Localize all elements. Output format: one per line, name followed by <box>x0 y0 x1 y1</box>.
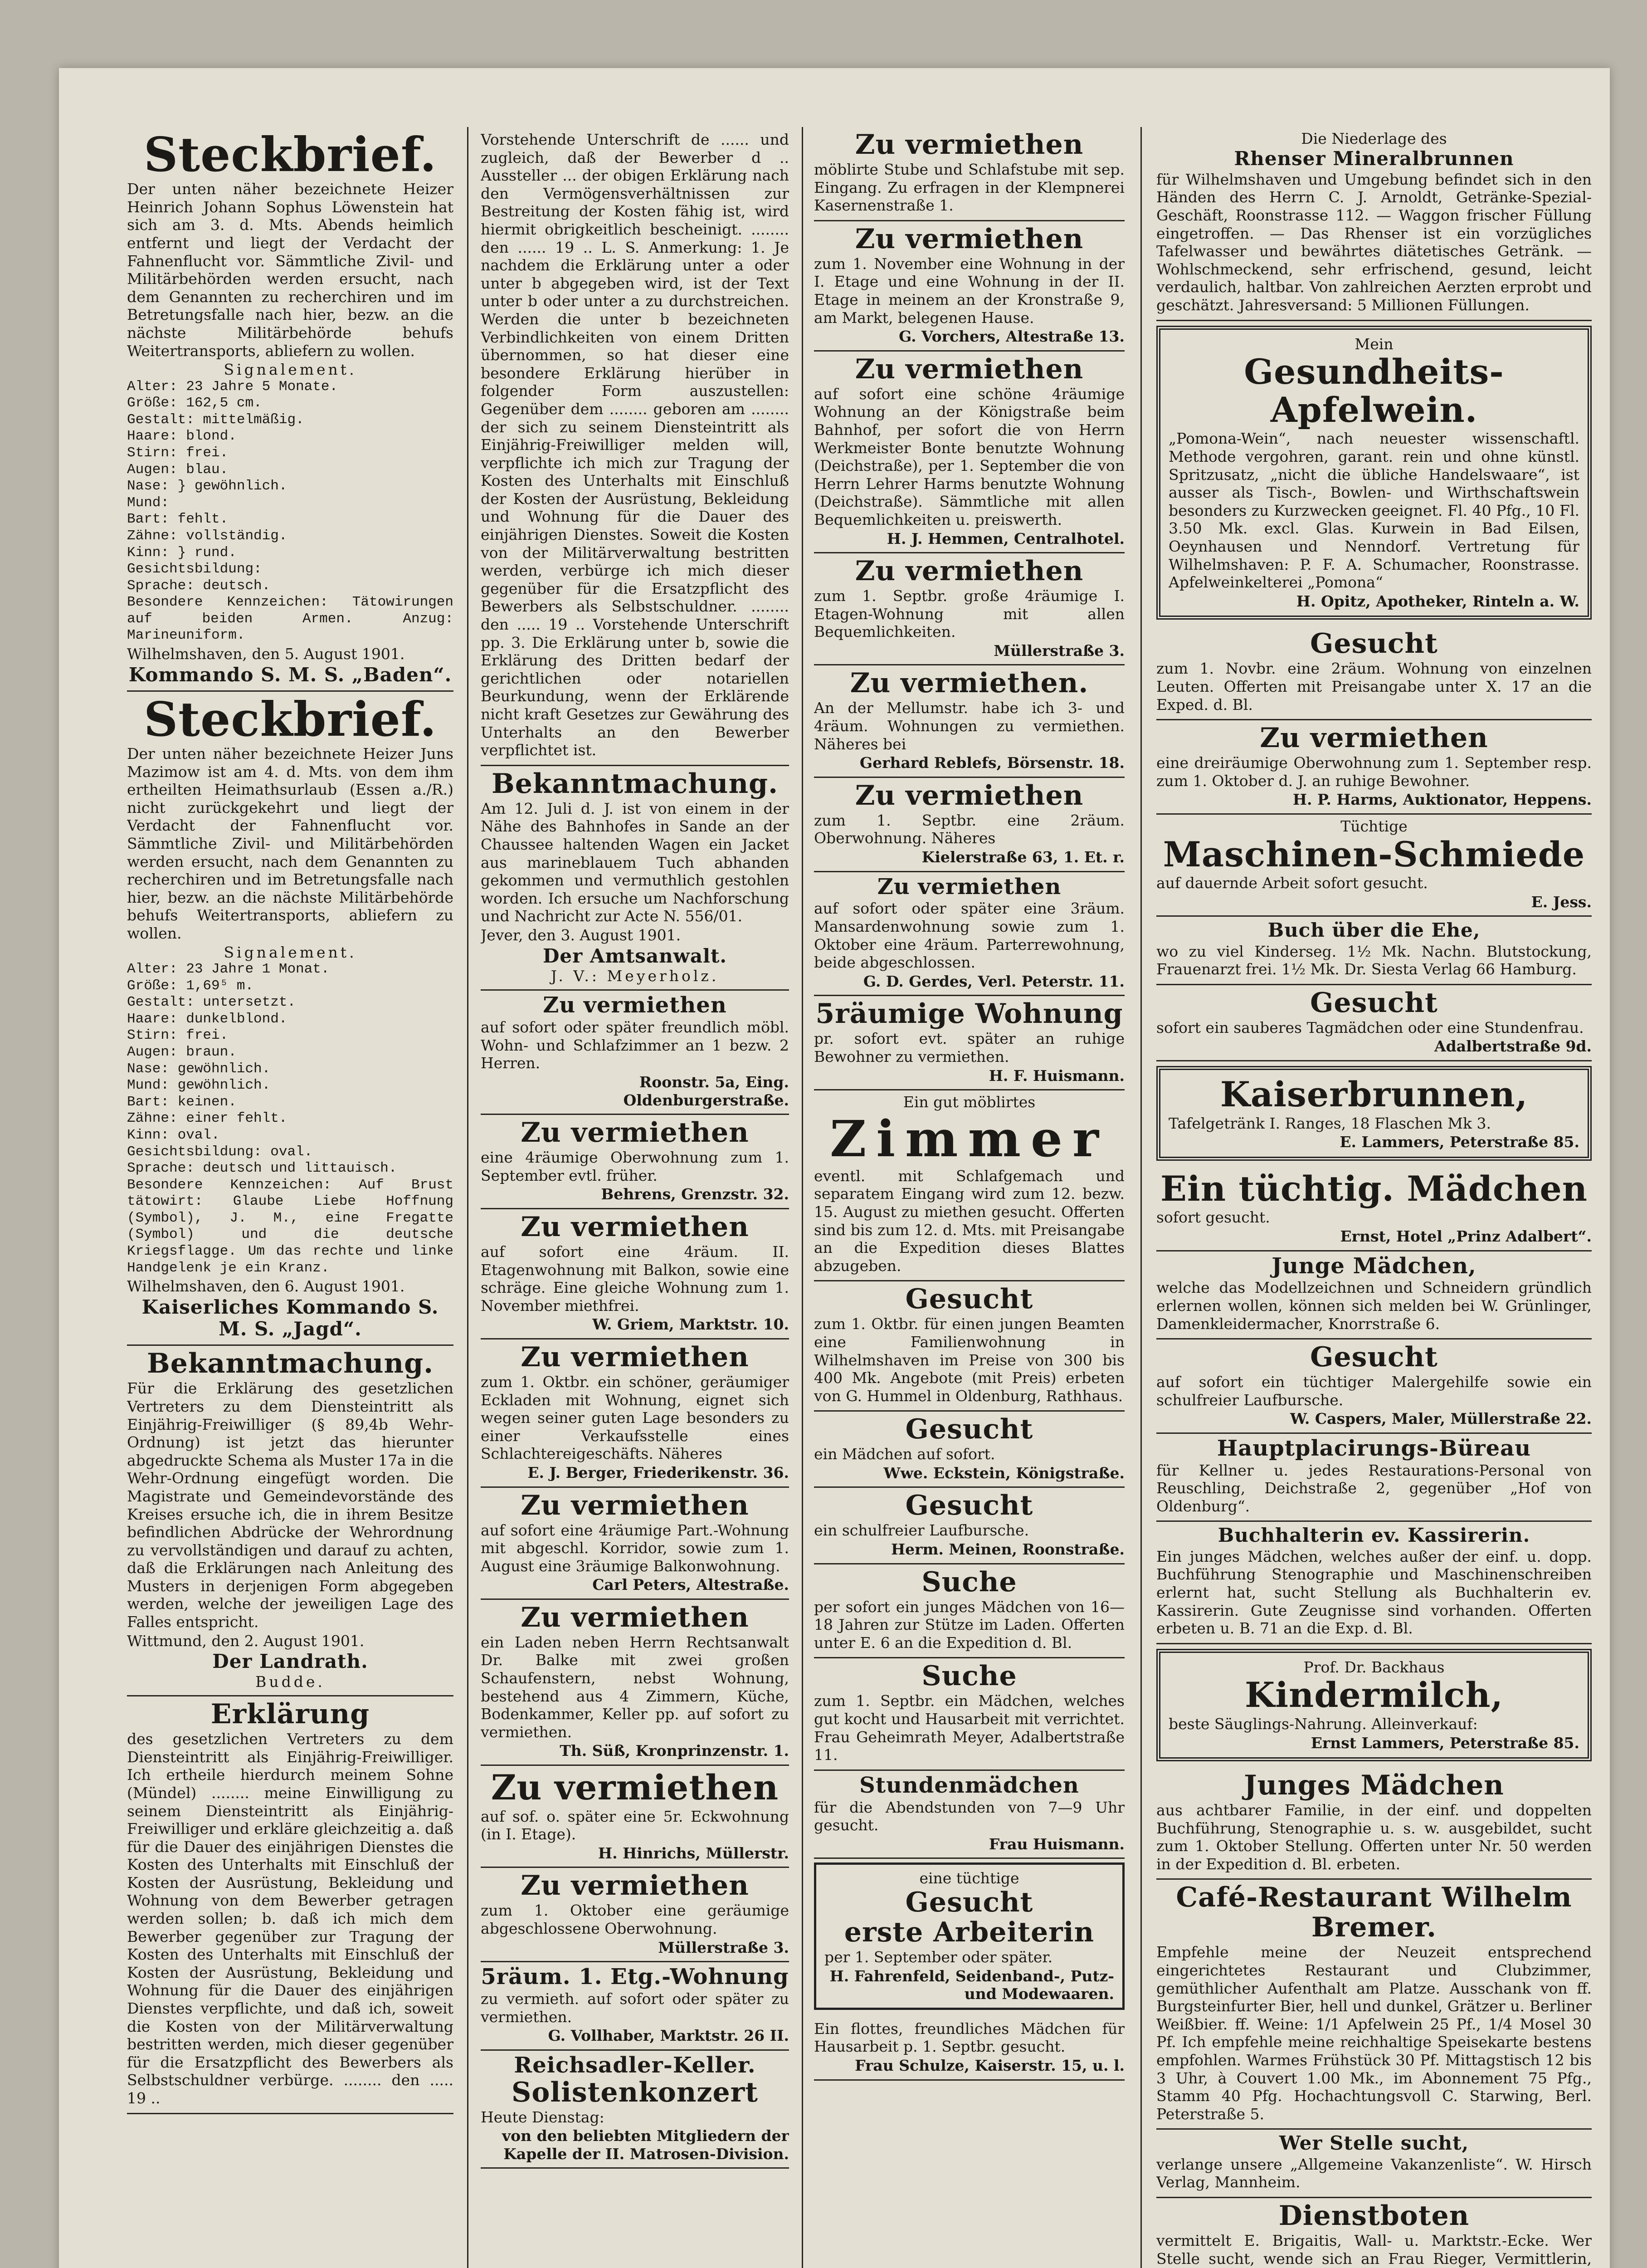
ad-title: 5räumige Wohnung <box>815 998 1123 1030</box>
ad-contact: Ernst, Hotel „Prinz Adalbert“. <box>1340 1227 1592 1245</box>
notice <box>127 1346 453 1696</box>
classified-ad <box>1156 1768 1592 1880</box>
signalement-line: Besondere Kennzeichen: Auf Brust tätowirt: Glaube Liebe Hoffnung (Symbol), J. M., eine Fregatte (Symbol) und die deutsche Kriegsflagge. Um das rechte und linke Handgelenk je ein Kranz. <box>127 1177 453 1276</box>
ad-body: per 1. September oder später. <box>824 1948 1053 1966</box>
ad-body: ein Laden neben Herrn Rechtsanwalt Dr. Balke mit zwei großen Schaufenstern, nebst Wohnung, bestehend aus 4 Zimmern, Küche, Bodenkammer, Keller pp. auf sofort zu vermiethen. <box>481 1633 789 1741</box>
column-1 <box>127 127 453 2268</box>
ad-lead: Ein gut möblirtes <box>903 1093 1036 1111</box>
ad-body: aus achtbarer Familie, in der einf. und doppelten Buchführung, Stenographie u. s. w. ausgebildet, sucht zum 1. Oktober Stellung. Offerten unter Nr. 50 werden in der Expedition d. Bl. erbeten. <box>1156 1801 1592 1873</box>
column-3 <box>814 127 1125 2268</box>
ad-title: Wer Stelle sucht, <box>1279 2132 1469 2155</box>
ad-title: Kindermilch, <box>1245 1675 1503 1716</box>
ad-body: möblirte Stube und Schlafstube mit sep. Eingang. Zu erfragen in der Klempnerei Kasernenstraße 1. <box>814 161 1125 215</box>
classified-ad <box>481 1600 789 1766</box>
column-4 <box>1156 127 1592 2268</box>
ad-title: Zu vermiethen <box>521 1211 749 1243</box>
ad-contact: W. Griem, Marktstr. 10. <box>592 1315 789 1334</box>
classified-ad <box>814 1658 1125 1770</box>
classified-ad <box>1156 127 1592 321</box>
ad-contact: Frau Schulze, Kaiserstr. 15, u. l. <box>855 2056 1125 2074</box>
ad-body: sofort gesucht. <box>1156 1208 1270 1227</box>
ad-title: Gesucht <box>905 1413 1033 1446</box>
ad-body: zum 1. Oktober eine geräumige abgeschlossene Oberwohnung. <box>481 1901 789 1937</box>
ad-body: Am 12. Juli d. J. ist von einem in der Nähe des Bahnhofes in Sande an der Chaussee haltenden Wagen ein Jacket aus marineblauem Tuch abhanden gekommen und vermuthlich gestohlen worden. Ich ersuche um Nachforschung und Nachricht zur Acte N. 556/01. <box>481 799 789 925</box>
ad-contact: Müllerstraße 3. <box>658 1938 789 1956</box>
newspaper-page <box>59 68 1610 2268</box>
signalement-line: Alter: 23 Jahre 1 Monat. <box>127 961 330 978</box>
notice-signature: Kaiserliches Kommando S. M. S. „Jagd“. <box>141 1295 439 1340</box>
ad-title: Rhenser Mineralbrunnen <box>1234 147 1514 170</box>
ad-subtitle: Solistenkonzert <box>511 2076 758 2108</box>
ad-body: ein schulfreier Laufbursche. <box>814 1521 1029 1540</box>
signalement-line: Nase: } gewöhnlich. <box>127 478 287 494</box>
ad-contact: Ernst Lammers, Peterstraße 85. <box>1311 1734 1579 1752</box>
ad-title: Suche <box>921 1660 1017 1692</box>
ad-title: Reichsadler-Keller. <box>514 2052 756 2078</box>
ad-title: Suche <box>921 1566 1017 1598</box>
classified-ad <box>481 1115 789 1209</box>
ad-title: Bekanntmachung. <box>492 767 778 800</box>
ad-body: auf sofort ein tüchtiger Malergehilfe sowie ein schulfreier Laufbursche. <box>1156 1373 1592 1409</box>
ad-body: welche das Modellzeichnen und Schneidern gründlich erlernen wollen, können sich melden bei W. Grünlinger, Damenkleidermacher, Knorrstraße 6. <box>1156 1279 1592 1333</box>
classified-ad <box>1156 1434 1592 1522</box>
ad-body: des gesetzlichen Vertreters zu dem Diensteintritt als Einjährig-Freiwilliger. Ich ertheile hierdurch meinem Sohne (Mündel) ........ meine Einwilligung zu seinem Diensteintritt als Einjährig-Freiwilliger und erkläre gleichzeitig a. daß für die Dauer des einjährigen Dienstes die Kosten des Unterhalts mit Einschluß der Kosten der Ausrüstung, Bekleidung und Wohnung von dem Bewerber getragen werden sollen; b. daß ich mich dem Bewerber gegenüber zur Tragung der Kosten des Unterhalts mit Einschluß der Kosten der Ausrüstung, Bekleidung und Wohnung für die Dauer des einjährigen Dienstes verpflichte, und daß ich, soweit die Kosten von der Militärverwaltung bestritten werden, mich dieser gegenüber für die Ersatzpflicht des Bewerbers als Selbstschuldner verbürge. ........ den ..... 19 .. <box>127 1730 453 2107</box>
ad-lead: eine tüchtige <box>919 1869 1019 1887</box>
ad-body: eine 4räumige Oberwohnung zum 1. September evtl. früher. <box>481 1149 789 1184</box>
ad-body: eine dreiräumige Oberwohnung zum 1. September resp. zum 1. Oktober d. J. an ruhige Bewohner. <box>1156 754 1592 790</box>
ad-body: für Kellner u. jedes Restaurations-Personal von Reuschling, Deichstraße 2, gegenüber „Hof von Oldenburg“. <box>1156 1461 1592 1515</box>
ad-body: auf sof. o. später eine 5r. Eckwohnung (in I. Etage). <box>481 1807 789 1843</box>
signalement-line: Haare: blond. <box>127 428 237 445</box>
ad-title: Gesucht <box>905 1887 1033 1918</box>
notice-date: Wittmund, den 2. August 1901. <box>127 1632 365 1650</box>
ad-body: für Wilhelmshaven und Umgebung befindet sich in den Händen des Herrn C. J. Arnoldt, Getränke-Spezial-Geschäft, Roonstrasse 112. — Waggon frischer Füllung eingetroffen. — Das Rhenser ist ein vorzügliches Tafelwasser und bewährtes diätetisches Getränk. — Wohlschmeckend, sehr erfrischend, gesund, leicht verdaulich, haltbar. Von zahlreichen Aerzten erprobt und geschätzt. Jahresversand: 5 Millionen Füllungen. <box>1156 170 1592 314</box>
classified-ad <box>1156 1522 1592 1644</box>
ad-body: Tafelgetränk I. Ranges, 18 Flaschen Mk 3. <box>1169 1114 1491 1132</box>
ad-contact: E. Jess. <box>1531 893 1592 911</box>
ad-body: wo zu viel Kinderseg. 1½ Mk. Nachn. Blutstockung, Frauenarzt frei. 1½ Mk. Dr. Siesta Verlag 66 Hamburg. <box>1156 942 1592 978</box>
ad-title: Gesucht <box>1310 628 1438 660</box>
ad-contact: Gerhard Reblefs, Börsenstr. 18. <box>859 754 1125 772</box>
notice-signature-name: Budde. <box>255 1672 325 1691</box>
ad-body: vermittelt E. Brigaitis, Wall- u. Marktstr.-Ecke. Wer Stelle sucht, wende sich an Frau Rieger, Vermittlerin, <box>1156 2231 1592 2268</box>
classified-ad <box>481 2051 789 2169</box>
ad-title: Zu vermiethen. <box>850 667 1089 699</box>
classified-ad <box>814 553 1125 665</box>
classified-ad <box>1156 1880 1592 2130</box>
ad-subtitle: erste Arbeiterin <box>844 1916 1095 1948</box>
signalement-line: Sprache: deutsch und littauisch. <box>127 1160 397 1177</box>
ad-body: für die Abendstunden von 7—9 Uhr gesucht. <box>814 1798 1125 1834</box>
ad-title: Zu vermiethen <box>491 1767 779 1808</box>
classified-ad <box>1156 1167 1592 1251</box>
ad-contact: Roonstr. 5a, Eing. Oldenburgerstraße. <box>623 1073 789 1109</box>
ad-title: Hauptplacirungs-Büreau <box>1217 1435 1531 1461</box>
signalement-line: Besondere Kennzeichen: Tätowirungen auf beiden Armen. Anzug: Marineuniform. <box>127 594 453 644</box>
classified-ad <box>481 1766 789 1868</box>
ad-contact: Behrens, Grenzstr. 32. <box>601 1185 789 1203</box>
ad-body: verlange unsere „Allgemeine Vakanzenliste“. W. Hirsch Verlag, Mannheim. <box>1156 2155 1592 2191</box>
classified-ad <box>814 1090 1125 1281</box>
classified-ad <box>814 1412 1125 1488</box>
classified-ad <box>1156 1066 1592 1161</box>
ad-title: Kaiserbrunnen, <box>1220 1074 1528 1114</box>
column-divider <box>1140 127 1142 2268</box>
ad-contact: G. D. Gerdes, Verl. Peterstr. 11. <box>863 972 1125 990</box>
ad-title: Buch über die Ehe, <box>1267 919 1481 942</box>
notice-date: Jever, den 3. August 1901. <box>481 926 681 944</box>
ad-title: 5räum. 1. Etg.-Wohnung <box>481 1964 789 1990</box>
ad-contact: H. F. Huismann. <box>989 1066 1125 1085</box>
classified-ad <box>1156 1251 1592 1340</box>
ad-title: Zu vermiethen <box>521 1489 749 1521</box>
ad-contact: G. Vollhaber, Marktstr. 26 II. <box>548 2027 789 2045</box>
classified-ad <box>814 352 1125 553</box>
signalement-line: Zähne: einer fehlt. <box>127 1110 287 1127</box>
signalement-line: Größe: 1,69⁵ m. <box>127 978 254 994</box>
ad-title: Gesucht <box>1310 1341 1438 1374</box>
ad-body: zum 1. Septbr. große 4räumige I. Etagen-Wohnung mit allen Bequemlichkeiten. <box>814 587 1125 641</box>
ad-title: Gesucht <box>905 1283 1033 1315</box>
signalement-line: Augen: blau. <box>127 461 229 478</box>
ad-body: Für die Erklärung des gesetzlichen Vertreters zu dem Diensteintritt als Einjährig-Freiwilliger (§ 89,4b Wehr-Ordnung) ist jetzt das hierunter abgedruckte Schema als Muster 17a in die Wehr-Ordnung eingefügt worden. Die Magistrate und Gemeindevorstände des Kreises ersuche ich, die in ihrem Besitze befindlichen Abdrücke der Wehrordnung zu vervollständigen und darauf zu achten, daß die Erklärungen nach Anleitung des Musters in derjenigen Form abgegeben werden, welche der jeweiligen Lage des Falles entspricht. <box>127 1379 453 1631</box>
ad-lead: Mein <box>1355 335 1394 353</box>
ad-contact: Müllerstraße 3. <box>994 641 1125 660</box>
notice-signature: Der Landrath. <box>212 1650 368 1673</box>
classified-ad <box>814 1281 1125 1412</box>
classified-ad <box>481 1488 789 1600</box>
signalement-heading: Signalement. <box>224 361 357 379</box>
classified-ad <box>814 221 1125 352</box>
signalement-line: Bart: fehlt. <box>127 511 229 528</box>
signalement-line: Größe: 162,5 cm. <box>127 395 262 411</box>
ad-body: auf sofort oder später eine 3räum. Mansardenwohnung sowie zum 1. Oktober eine 4räum. Parterrewohnung, beide abgeschlossen. <box>814 899 1125 972</box>
ad-lead: Die Niederlage des <box>1301 130 1447 147</box>
ad-contact: von den beliebten Mitgliedern der Kapelle der II. Matrosen-Division. <box>502 2127 789 2163</box>
ad-body: auf dauernde Arbeit sofort gesucht. <box>1156 874 1428 892</box>
ad-title: Zu vermiethen <box>521 1870 749 1902</box>
signalement-line: Sprache: deutsch. <box>127 577 271 594</box>
ad-title: Café-Restaurant Wilhelm Bremer. <box>1176 1882 1572 1944</box>
ad-body: eventl. mit Schlafgemach und separatem Eingang wird zum 12. bezw. 15. August zu miethen gesucht. Offerten sind bis zum 12. d. Mts. mit Preisangabe an die Expedition dieses Blattes abzugeben. <box>814 1167 1125 1275</box>
ad-title: Steckbrief. <box>143 127 437 182</box>
ad-body: zum 1. Novbr. eine 2räum. Wohnung von einzelnen Leuten. Offerten mit Preisangabe unter X. 17 an die Exped. d. Bl. <box>1156 660 1592 714</box>
signalement-line: Stirn: frei. <box>127 445 229 461</box>
ad-title: Bekanntmachung. <box>147 1348 434 1380</box>
ad-title: Zu vermiethen <box>543 992 727 1018</box>
ad-body: Empfehle meine der Neuzeit entsprechend eingerichtetes Restaurant und Clubzimmer, gemüthlicher Aufenthalt am Platze. Ausschank von ff. Burgsteinfurter Bier, hell und dunkel, Grätzer u. Berliner Weißbier. ff. Weine: 1/1 Apfelwein 25 Pf., 1/4 Mosel 30 Pf. Ich empfehle meine reichhaltige Speisekarte bestens empfohlen. Warmes Frühstück 30 Pf. Mittagstisch 12 bis 3 Uhr, à Couvert 1.00 Mk., im Abonnement 75 Pfg., Stamm 40 Pfg. Hochachtungsvoll C. Starwing, Berl. Peterstraße 5. <box>1156 1943 1592 2123</box>
ad-body: zum 1. Septbr. eine 2räum. Oberwohnung. Näheres <box>814 811 1125 847</box>
signalement-line: Stirn: frei. <box>127 1027 229 1044</box>
signalement-line: Haare: dunkelblond. <box>127 1011 287 1027</box>
signalement-line: Mund: gewöhnlich. <box>127 1077 271 1094</box>
ad-contact: Herm. Meinen, Roonstraße. <box>891 1540 1125 1559</box>
ad-title: Junge Mädchen, <box>1272 1253 1476 1279</box>
classified-ad <box>481 1868 789 1962</box>
signalement-line: Kinn: oval. <box>127 1127 220 1143</box>
signalement-line: Nase: gewöhnlich. <box>127 1061 271 1077</box>
classified-ad <box>814 1771 1125 1859</box>
ad-title: Stundenmädchen <box>859 1772 1079 1798</box>
wanted-notice <box>127 692 453 1346</box>
classified-ad <box>481 991 789 1115</box>
signalement-line: Gestalt: untersetzt. <box>127 994 296 1011</box>
ad-body: auf sofort eine schöne 4räumige Wohnung an der Königstraße beim Bahnhof, per sofort die von Herrn Werkmeister Bonte benutzte Wohnung (Deichstraße), per 1. September die von Herrn Lehrer Harms benutzte Wohnung (Deichstraße). Sämmtliche mit allen Bequemlichkeiten u. preiswerth. <box>814 385 1125 528</box>
classified-ad <box>1156 626 1592 720</box>
notice-date: Wilhelmshaven, den 5. August 1901. <box>127 645 405 663</box>
ad-body: per sofort ein junges Mädchen von 16—18 Jahren zur Stütze im Laden. Offerten unter E. 6 an die Expedition d. Bl. <box>814 1598 1125 1652</box>
classified-ad <box>814 996 1125 1090</box>
ad-body: zum 1. Oktbr. ein schöner, geräumiger Eckladen mit Wohnung, eignet sich wegen seiner guten Lage besonders zu einer Verkaufsstelle eines Schlachtereigeschäfts. Näheres <box>481 1373 789 1463</box>
ad-body: zu vermieth. auf sofort oder später zu vermiethen. <box>481 1989 789 2026</box>
ad-contact: Kielerstraße 63, 1. Et. r. <box>921 848 1125 866</box>
ad-title: Zu vermiethen <box>521 1341 749 1373</box>
signalement-line: Mund: <box>127 494 170 511</box>
ad-contact: H. Fahrenfeld, Seidenband-, Putz- und Modewaaren. <box>829 1967 1114 2003</box>
notice-signature: Der Amtsanwalt. <box>542 944 727 967</box>
ad-title: Steckbrief. <box>143 691 437 747</box>
classified-ad <box>481 1962 789 2051</box>
classified-ad <box>481 1209 789 1339</box>
ad-body: pr. sofort evt. später an ruhige Bewohner zu vermiethen. <box>814 1030 1125 1066</box>
notice-signature: Kommando S. M. S. „Baden“. <box>128 663 452 686</box>
ad-body: „Pomona-Wein“, nach neuester wissenschaftl. Methode vergohren, garant. rein und ohne künstl. Spritzusatz, „nicht die übliche Handelswaare“, ist ausser als Tisch-, Bowlen- und Wirthschaftswein besonders zu Kurzwecken geeignet. Fl. 40 Pfg., 10 Fl. 3.50 Mk. excl. Glas. Kurwein in Bad Eilsen, Oeynhausen und Nenndorf. Vertretung für Wilhelmshaven: P. F. A. Schumacher, Roonstrasse. Apfelweinkelterei „Pomona“ <box>1169 430 1579 591</box>
ad-contact: E. Lammers, Peterstraße 85. <box>1340 1133 1579 1151</box>
ad-contact: G. Vorchers, Altestraße 13. <box>899 327 1125 346</box>
ad-body: auf sofort eine 4räumige Part.-Wohnung mit abgeschl. Korridor, sowie zum 1. August eine 3räumige Balkonwohnung. <box>481 1521 789 1575</box>
ad-title: Zu vermiethen <box>855 353 1084 385</box>
notice-signature-name: J. V.: Meyerholz. <box>551 967 719 985</box>
ad-title: Zu vermiethen <box>521 1601 749 1633</box>
classified-ad <box>814 872 1125 997</box>
ad-body: Vorstehende Unterschrift de ...... und zugleich, daß der Bewerber d .. Aussteller ... der obigen Erklärung nach den Vermögensverhältnissen zur Bestreitung der Kosten fähig ist, wird hiermit obrigkeitlich bescheinigt. ........ den ...... 19 .. L. S. Anmerkung: 1. Je nachdem die Erklärung unter a oder unter b abgegeben wird, ist der Text unter b oder unter a zu durchstreichen. Werden die unter b bezeichneten Verbindlichkeiten von einem Dritten übernommen, so hat dieser eine besondere Erklärung hierüber in folgender Form auszustellen: Gegenüber dem ........ geboren am ........ der sich zu seinem Diensteintritt als Einjährig-Freiwilliger melden will, verpflichte ich mich zur Tragung der Kosten des Unterhalts mit Einschluß der Kosten der Ausrüstung, Bekleidung und Wohnung für die Dauer des einjährigen Dienstes. Soweit die Kosten von der Militärverwaltung bestritten werden, verbürge ich mich dieser gegenüber für die Ersatzpflicht des Bewerbers als Selbstschuldner. ........ den ..... 19 .. Vorstehende Unterschrift pp. 3. Die Erklärung unter b, sowie die Erklärung des Dritten bedarf der gerichtlichen oder notariellen Beurkundung, wenn der Erklärende nicht kraft Gesetzes zur Gewährung des Unterhalts an den Bewerber verpflichtet ist. <box>481 131 789 759</box>
notice-date: Wilhelmshaven, den 6. August 1901. <box>127 1277 405 1295</box>
notice <box>127 1696 453 2114</box>
classified-ad <box>814 665 1125 777</box>
ad-body: zum 1. Oktbr. für einen jungen Beamten eine Familienwohnung in Wilhelmshaven im Preise von 300 bis 400 Mk. Angebote (mit Preis) erbeten von G. Hummel in Oldenburg, Rathhaus. <box>814 1315 1125 1405</box>
classified-ad <box>814 1488 1125 1564</box>
ad-title: Ein tüchtig. Mädchen <box>1160 1168 1588 1209</box>
ad-contact: H. Opitz, Apotheker, Rinteln a. W. <box>1296 592 1579 610</box>
signalement-line: Gesichtsbildung: <box>127 561 262 577</box>
ad-body: zum 1. November eine Wohnung in der I. Etage und eine Wohnung in der II. Etage in meinem an der Kronstraße 9, am Markt, belegenen Hause. <box>814 254 1125 327</box>
ad-contact: H. P. Harms, Auktionator, Heppens. <box>1292 791 1592 809</box>
signalement-line: Gesichtsbildung: oval. <box>127 1144 313 1160</box>
ad-lead: Prof. Dr. Backhaus <box>1303 1658 1445 1676</box>
signalement-line: Augen: braun. <box>127 1044 237 1061</box>
ad-body: ein Mädchen auf sofort. <box>814 1445 995 1463</box>
classified-ad <box>1156 985 1592 1061</box>
classified-ad <box>814 127 1125 221</box>
signalement-line: Gestalt: mittelmäßig. <box>127 411 304 428</box>
signalement-line: Bart: keinen. <box>127 1094 237 1110</box>
classified-ad <box>814 1862 1125 2009</box>
signalement-line: Alter: 23 Jahre 5 Monate. <box>127 378 338 395</box>
ad-title: Junges Mädchen <box>1244 1769 1504 1802</box>
classified-ad <box>1156 917 1592 985</box>
classified-ad <box>814 778 1125 872</box>
ad-contact: Th. Süß, Kronprinzenstr. 1. <box>560 1742 789 1760</box>
ad-title: Dienstboten <box>1278 2200 1470 2232</box>
ad-body: sofort ein sauberes Tagmädchen oder eine Stundenfrau. <box>1156 1018 1584 1036</box>
ad-body: Der unten näher bezeichnete Heizer Juns Mazimow ist am 4. d. Mts. von dem ihm ertheilten Heimathsurlaub (Essen a./R.) nicht zurückgekehrt und liegt der Verdacht der Fahnenflucht vor. Sämmtliche Zivil- und Militärbehörden werden ersucht, nach dem Genannten zu recherchiren und im Betretungsfalle nach hier, bezw. an die nächste Militärbehörde behufs Weitertransports, abliefern zu wollen. <box>127 745 453 942</box>
ad-body: Heute Dienstag: <box>481 2108 604 2126</box>
ad-title: Zu vermiethen <box>1260 722 1488 754</box>
classified-ad <box>481 1339 789 1488</box>
ad-body: zum 1. Septbr. ein Mädchen, welches gut kocht und Hausarbeit mit verrichtet. Frau Geheimrath Meyer, Adalbertstraße 11. <box>814 1692 1125 1764</box>
signalement-line: Zähne: vollständig. <box>127 528 287 544</box>
notice <box>481 766 789 991</box>
classified-ad <box>814 2016 1125 2081</box>
ad-body: An der Mellumstr. habe ich 3- und 4räum. Wohnungen zu vermiethen. Näheres bei <box>814 699 1125 753</box>
column-divider <box>802 127 803 2268</box>
ad-contact: Adalbertstraße 9d. <box>1434 1037 1592 1056</box>
ad-title: Zu vermiethen <box>877 874 1062 899</box>
ad-title: Erklärung <box>210 1698 370 1730</box>
ad-contact: H. Hinrichs, Müllerstr. <box>598 1844 789 1862</box>
ad-contact: Carl Peters, Altestraße. <box>592 1576 789 1594</box>
classified-ad <box>1156 720 1592 815</box>
signalement-heading: Signalement. <box>224 943 357 961</box>
ad-title: Zu vermiethen <box>855 779 1084 811</box>
notice <box>481 127 789 766</box>
ad-body: Ein junges Mädchen, welches außer der einf. u. dopp. Buchführung Stenographie und Maschinenschreiben erlernt hat, sucht Stellung als Buchhalterin ev. Kassirerin. Gute Zeugnisse sind vorhanden. Offerten erbeten u. B. 71 an die Exp. d. Bl. <box>1156 1547 1592 1637</box>
classified-ad <box>1156 2198 1592 2268</box>
ad-lead: Tüchtige <box>1340 817 1408 835</box>
ad-title: Zu vermiethen <box>855 555 1084 587</box>
ad-body: beste Säuglings-Nahrung. Alleinverkauf: <box>1169 1715 1478 1733</box>
ad-title: Zu vermiethen <box>855 129 1084 161</box>
ad-title: Gesucht <box>1310 987 1438 1019</box>
signalement-line: Kinn: } rund. <box>127 544 237 561</box>
ad-contact: E. J. Berger, Friederikenstr. 36. <box>527 1463 789 1481</box>
classified-ad <box>1156 2130 1592 2198</box>
ad-contact: W. Caspers, Maler, Müllerstraße 22. <box>1290 1410 1592 1428</box>
ad-title: Zimmer <box>830 1109 1109 1168</box>
ad-body: auf sofort oder später freundlich möbl. Wohn- und Schlafzimmer an 1 bezw. 2 Herren. <box>481 1018 789 1072</box>
ad-contact: Wwe. Eckstein, Königstraße. <box>883 1464 1125 1482</box>
column-2 <box>481 127 789 2268</box>
ad-contact: Frau Huismann. <box>989 1835 1125 1853</box>
ad-title: Gesundheits-Apfelwein. <box>1244 352 1504 430</box>
classified-ad <box>1156 1339 1592 1434</box>
ad-title: Zu vermiethen <box>521 1117 749 1149</box>
ad-contact: H. J. Hemmen, Centralhotel. <box>887 529 1125 547</box>
ad-body: auf sofort eine 4räum. II. Etagenwohnung mit Balkon, sowie eine schräge. Eine gleiche Wohnung zum 1. November miethfrei. <box>481 1242 789 1315</box>
classified-ad <box>814 1564 1125 1659</box>
column-divider <box>467 127 468 2268</box>
ad-body: Der unten näher bezeichnete Heizer Heinrich Johann Sophus Löwenstein hat sich am 3. d. Mts. Abends heimlich entfernt und liegt der Verdacht der Fahnenflucht vor. Sämmtliche Zivil- und Militärbehörden werden ersucht, nach dem Genannten zu recherchiren und im Betretungsfalle nach hier, bezw. an die nächste Militärbehörde behufs Weitertransports, abliefern zu wollen. <box>127 180 453 360</box>
classified-ad <box>1156 1649 1592 1761</box>
ad-title: Gesucht <box>905 1490 1033 1522</box>
classified-ad <box>1156 815 1592 917</box>
ad-title: Maschinen-Schmiede <box>1163 834 1585 875</box>
ad-title: Zu vermiethen <box>855 223 1084 255</box>
classified-ad <box>1156 326 1592 620</box>
wanted-notice <box>127 127 453 692</box>
ad-title: Buchhalterin ev. Kassirerin. <box>1218 1524 1530 1547</box>
ad-body: Ein flottes, freundliches Mädchen für Hausarbeit p. 1. Septbr. gesucht. <box>814 2019 1125 2056</box>
